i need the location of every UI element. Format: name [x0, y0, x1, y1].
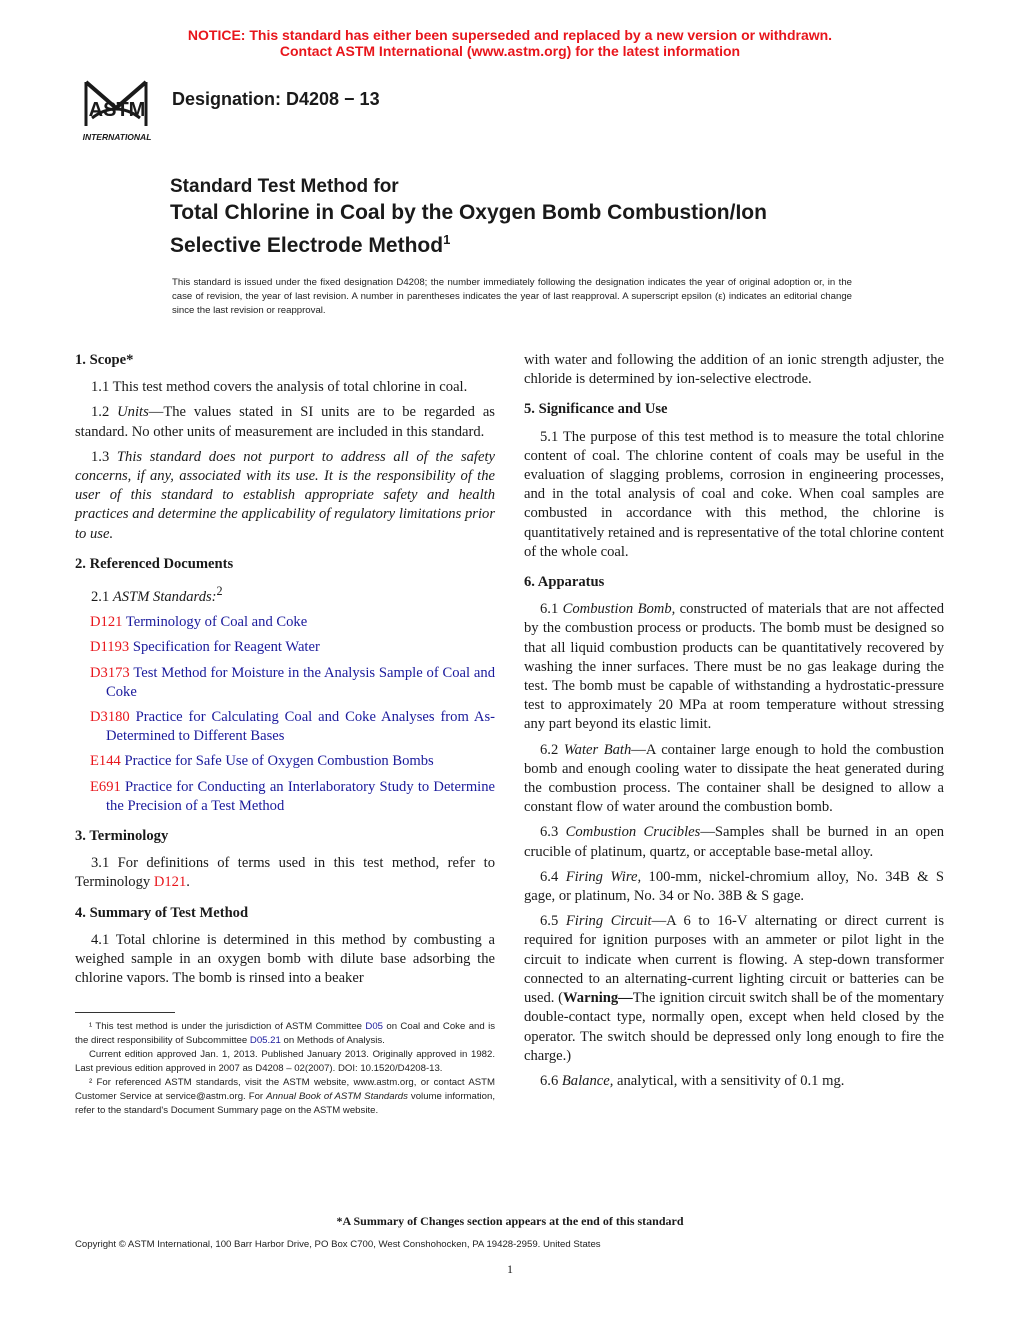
ref-item[interactable]: D121 Terminology of Coal and Coke [90, 614, 308, 631]
ref-item[interactable]: E144 Practice for Safe Use of Oxygen Combustion Bombs [90, 753, 434, 770]
summary-of-changes-notice: *A Summary of Changes section appears at the end of this standard [336, 1214, 684, 1228]
ref-item[interactable]: D3173 Test Method for Moisture in the Analysis Sample of Coal and Coke [90, 664, 495, 700]
paragraph-4-1: 4.1 Total chlorine is determined in this method by combusting a weighed sample in an oxygen bomb with dilute base adsorbing the chlorine vapors. The bomb is rinsed into a beaker [75, 931, 495, 987]
left-column [75, 351, 495, 994]
paragraph-2-1: 2.1 ASTM Standards:$^2$ [91, 584, 223, 605]
footnote-2: ² For referenced ASTM standards, visit the ASTM website, www.astm.org, or contact ASTM Customer Service at service@astm.org. For Annual Book of ASTM Standards volume information, refer to the standard's Document Summary page on the ASTM website. [75, 1077, 495, 1116]
paragraph-1-2: 1.2 Units—The values stated in SI units are to be regarded as standard. No other units of measurement are included in this standard. [75, 404, 495, 440]
paragraph-6-1: 6.1 Combustion Bomb, constructed of materials that are not affected by the combustion process or products. The bomb must be designed so that all liquid combustion products can be quantitatively recovered by washing the inner surfaces. There must be no gas leakage during the test. The bomb must be capable of withstanding a hydrostatic-pressure test to approximately 20 MPa at room temperature without stressing any part beyond its elastic limit. [524, 601, 945, 733]
terminology-link[interactable]: D121 [153, 874, 187, 891]
paragraph-5-1: 5.1 The purpose of this test method is to measure the total chlorine content of coal. The chlorine content of coals may be useful in the evaluation of slagging problems, corrosion in engineering processes, and in the total analysis of coal and coke. When coal samples are combusted in accordance with this method, the chlorine is quantitatively retained and is representative of the total chlorine content of the whole coal. [524, 428, 944, 560]
paragraph-6-6: 6.6 Balance, analytical, with a sensitivity of 0.1 mg. [540, 1072, 845, 1089]
section-heading-terminology: 3. Terminology [75, 827, 169, 844]
document-title [170, 175, 890, 259]
intro-paragraph: This standard is issued under the fixed designation D4208; the number immediately following the designation indicates the year of original adoption or, in the case of revision, the year of last revision. A number in parentheses indicates the year of last reapproval. A superscript epsilon (ε) indicates an editorial change since the last revision or reapproval. [172, 277, 852, 316]
paragraph-6-5: 6.5 Firing Circuit—A 6 to 16-V alternating or direct current is required for ignition purposes with an ammeter or pilot light in the circuit to indicate when current is flowing. A step-down transformer connected to an alternating-current lighting circuit or batteries can be used. (Warning—The ignition circuit switch shall be of the momentary double-contact type, normally open, except when held closed by the operator. The switch should be depressed only long enough to fire the charge.) [524, 913, 944, 1064]
section-heading-apparatus: 6. Apparatus [524, 574, 605, 591]
committee-link[interactable]: D05 [365, 1021, 383, 1032]
title-line-2: Total Chlorine in Coal by the Oxygen Bomb Combustion/Ion [170, 201, 767, 224]
section-heading-significance: 5. Significance and Use [524, 401, 668, 418]
svg-text:INTERNATIONAL: INTERNATIONAL [82, 132, 152, 142]
ref-item[interactable]: E691 Practice for Conducting an Interlaboratory Study to Determine the Precision of a Test Method [90, 778, 496, 814]
paragraph-3-1: 3.1 For definitions of terms used in this test method, refer to Terminology D121. [75, 855, 495, 891]
paragraph-6-3: 6.3 Combustion Crucibles—Samples shall be burned in an open crucible of platinum, quartz, or acceptable base-metal alloy. [524, 824, 945, 860]
paragraph-1-1: 1.1 This test method covers the analysis of total chlorine in coal. [91, 379, 468, 396]
ref-item[interactable]: D3180 Practice for Calculating Coal and Coke Analyses from As-Determined to Different Bases [90, 708, 496, 745]
ref-item[interactable]: D1193 Specification for Reagent Water [90, 639, 320, 656]
section-heading-summary: 4. Summary of Test Method [75, 904, 249, 921]
astm-logo [72, 74, 162, 146]
footnote-1: ¹ This test method is under the jurisdiction of ASTM Committee D05 on Coal and Coke and is the direct responsibility of Subcommittee D05.21 on Methods of Analysis. [75, 1021, 496, 1046]
page-number: 1 [507, 1262, 513, 1276]
paragraph-6-4: 6.4 Firing Wire, 100-mm, nickel-chromium alloy, No. 34B & S gage, or platinum, No. 34 or No. 38B & S gage. [524, 868, 944, 905]
title-footnote-mark: 1 [443, 232, 451, 247]
title-line-1: Standard Test Method for [170, 176, 399, 197]
subcommittee-link[interactable]: D05.21 [249, 1034, 281, 1046]
copyright: Copyright © ASTM International, 100 Barr Harbor Drive, PO Box C700, West Conshohocken, PA 19428-2959. United States [75, 1239, 601, 1250]
notice-line-1: NOTICE: This standard has either been superseded and replaced by a new version or withdrawn. [187, 27, 833, 43]
paragraph-1-3: 1.3 This standard does not purport to address all of the safety concerns, if any, associated with its use. It is the responsibility of the user of this standard to establish appropriate safety and health practices and determine the applicability of regulatory limitations prior to use. [75, 448, 495, 542]
title-line-3: Selective Electrode Method$^1$ [170, 232, 451, 257]
section-heading-refdocs: 2. Referenced Documents [75, 555, 234, 572]
svg-text:ASTM: ASTM [88, 99, 146, 121]
notice-banner [0, 27, 1020, 59]
right-column [524, 351, 944, 1097]
paragraph-6-2: 6.2 Water Bath—A container large enough to hold the combustion bomb and enough cooling water to dissipate the heat generated during the combustion process. The container shall be designed to allow a constant flow of water around the combustion bomb. [524, 741, 945, 816]
notice-line-2: Contact ASTM International (www.astm.org) for the latest information [279, 43, 741, 59]
footnote-1-edition: Current edition approved Jan. 1, 2013. Published January 2013. Originally approved in 1982. Last previous edition approved in 2007 as D4208 – 02(2007). DOI: 10.1520/D4208-13. [75, 1049, 495, 1074]
footnote-divider [75, 1012, 175, 1013]
section-heading-scope: 1. Scope* [75, 352, 134, 368]
footnotes [75, 1020, 495, 1118]
paragraph-4-1-continued: with water and following the addition of an ionic strength adjuster, the chloride is determined by ion-selective electrode. [524, 352, 944, 388]
designation: Designation: D4208 − 13 [172, 89, 380, 109]
